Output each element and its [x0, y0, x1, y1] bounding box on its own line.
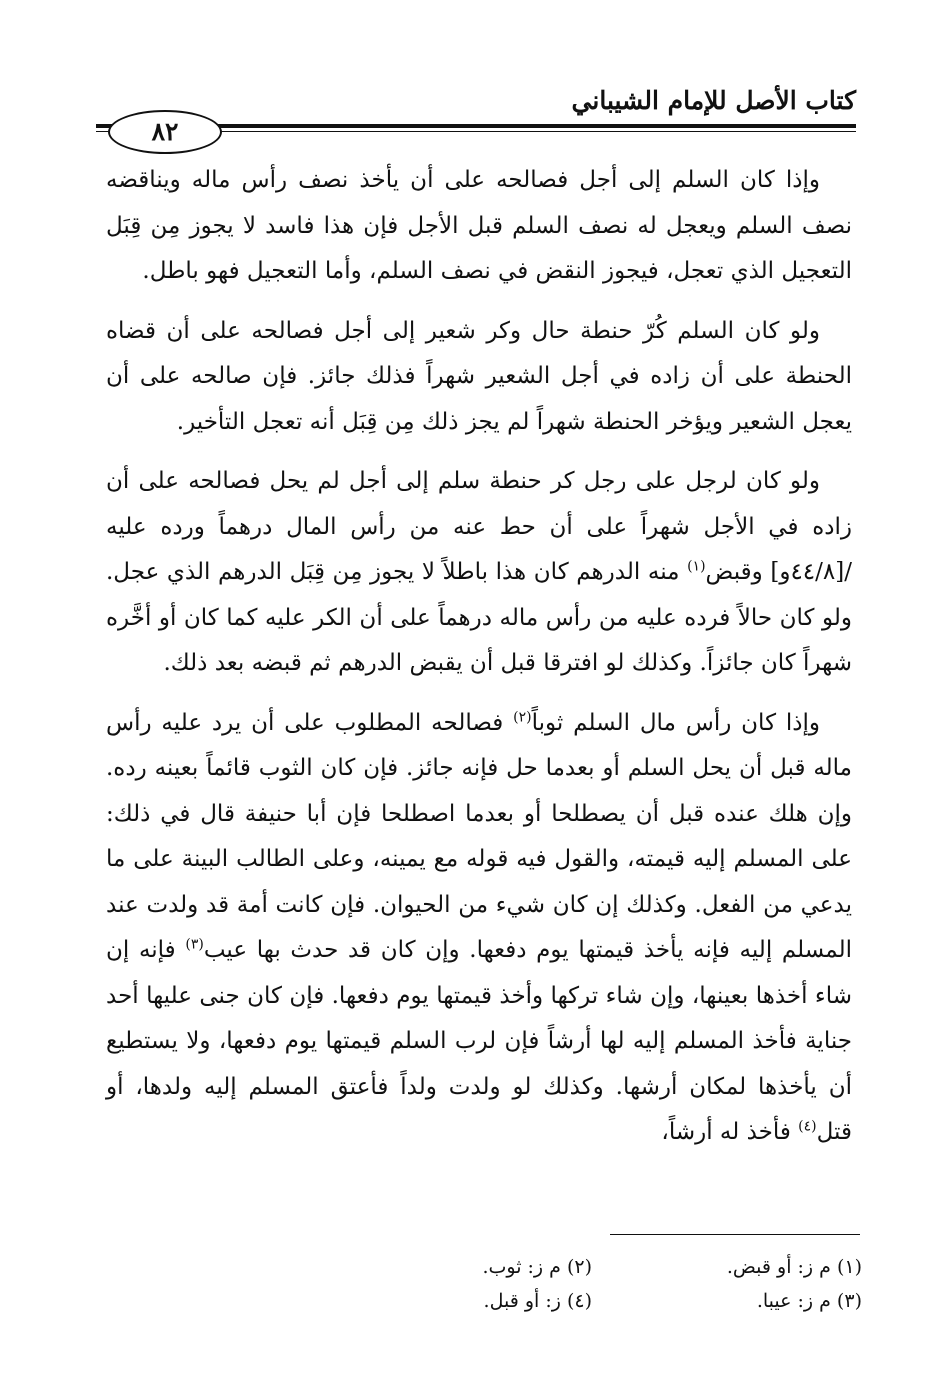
paragraph-4 — [106, 701, 852, 1156]
footnote-row — [300, 1284, 862, 1318]
footnote-row — [300, 1250, 862, 1284]
paragraph-text: فأخذ له أرشاً، — [661, 1119, 799, 1145]
paragraph-text: فإنه إن شاء أخذها بعينها، وإن شاء تركها وأخذ قيمتها يوم دفعها. فإن كان جنى عليها أحد جناية فأخذ المسلم إليه لها أرشاً فإن لرب السلم قيمتها يوم دفعها، ولا يستطيع أن يأخذها لمكان أرشها. وكذلك لو ولدت ولداً فأعتق المسلم إليه ولدها، أو قتل — [106, 937, 852, 1145]
footnote-marker-1: (١) — [687, 558, 706, 575]
paragraph-3 — [106, 459, 852, 687]
footnote-marker-3: (٣) — [185, 936, 204, 953]
footnotes — [300, 1250, 862, 1318]
footnote-marker-2: (٢) — [513, 708, 532, 725]
paragraph-text: وإذا كان رأس مال السلم ثوباً — [531, 709, 820, 736]
paragraph-text: فصالحه المطلوب على أن يرد عليه رأس ماله قبل أن يحل السلم أو بعدما حل فإنه جائز. فإن كان الثوب قائماً بعينه رده. وإن هلك عنده قبل أن يصطلحا أو بعدما اصطلحا فإن أبا حنيفة قال في ذلك: على المسلم إليه قيمته، والقول فيه قوله مع يمينه، وعلى الطالب البينة على ما يدعي من الفعل. وكذلك إن كان شيء من الحيوان. فإن كانت أمة قد ولدت عند المسلم إليه فإنه يأخذ قيمتها يوم دفعها. وإن كان قد حدث بها عيب — [106, 709, 852, 963]
paragraph-text: ولو كان لرجل على رجل كر حنطة سلم إلى أجل لم يحل فصالحه على أن زاده في الأجل شهراً على أن حط عنه من رأس المال درهماً ورده عليه /[٤٤/٨و] وقبض — [106, 468, 852, 585]
paragraph-text: وإذا كان السلم إلى أجل فصالحه على أن يأخذ نصف رأس ماله ويناقضه نصف السلم ويعجل له نصف السلم قبل الأجل فإن هذا فاسد لا يجوز مِن قِبَل التعجيل الذي تعجل، فيجوز النقض في نصف السلم، وأما التعجيل فهو باطل. — [106, 167, 852, 284]
main-text — [106, 158, 852, 1170]
footnote-separator — [610, 1234, 860, 1235]
page-number: ٨٢ — [108, 110, 222, 154]
page-header — [96, 82, 856, 162]
paragraph-text: ولو كان السلم كُرّ حنطة حال وكر شعير إلى أجل فصالحه على أن قضاه الحنطة على أن زاده في أجل الشعير شهراً فذلك جائز. فإن صالحه على أن يعجل الشعير ويؤخر الحنطة شهراً لم يجز ذلك مِن قِبَل أنه تعجل التأخير. — [106, 317, 852, 435]
footnote-2: (٢) م ز: ثوب. — [482, 1256, 592, 1278]
paragraph-2 — [106, 309, 852, 446]
paragraph-text: منه الدرهم كان هذا باطلاً لا يجوز مِن قِبَل الدرهم الذي عجل. ولو كان حالاً فرده عليه من رأس ماله درهماً على أن الكر عليه كما كان أو أخَّره شهراً كان جائزاً. وكذلك لو افترقا قبل أن يقبض الدرهم ثم قبضه بعد ذلك. — [106, 559, 852, 676]
footnote-4: (٤) ز: أو قبل. — [483, 1290, 592, 1312]
paragraph-1 — [106, 158, 852, 295]
footnote-marker-4: (٤) — [798, 1118, 817, 1135]
footnote-1: (١) م ز: أو قبض. — [726, 1256, 862, 1278]
footnote-3: (٣) م ز: عيبا. — [756, 1290, 862, 1312]
running-title: كتاب الأصل للإمام الشيباني — [571, 86, 856, 115]
